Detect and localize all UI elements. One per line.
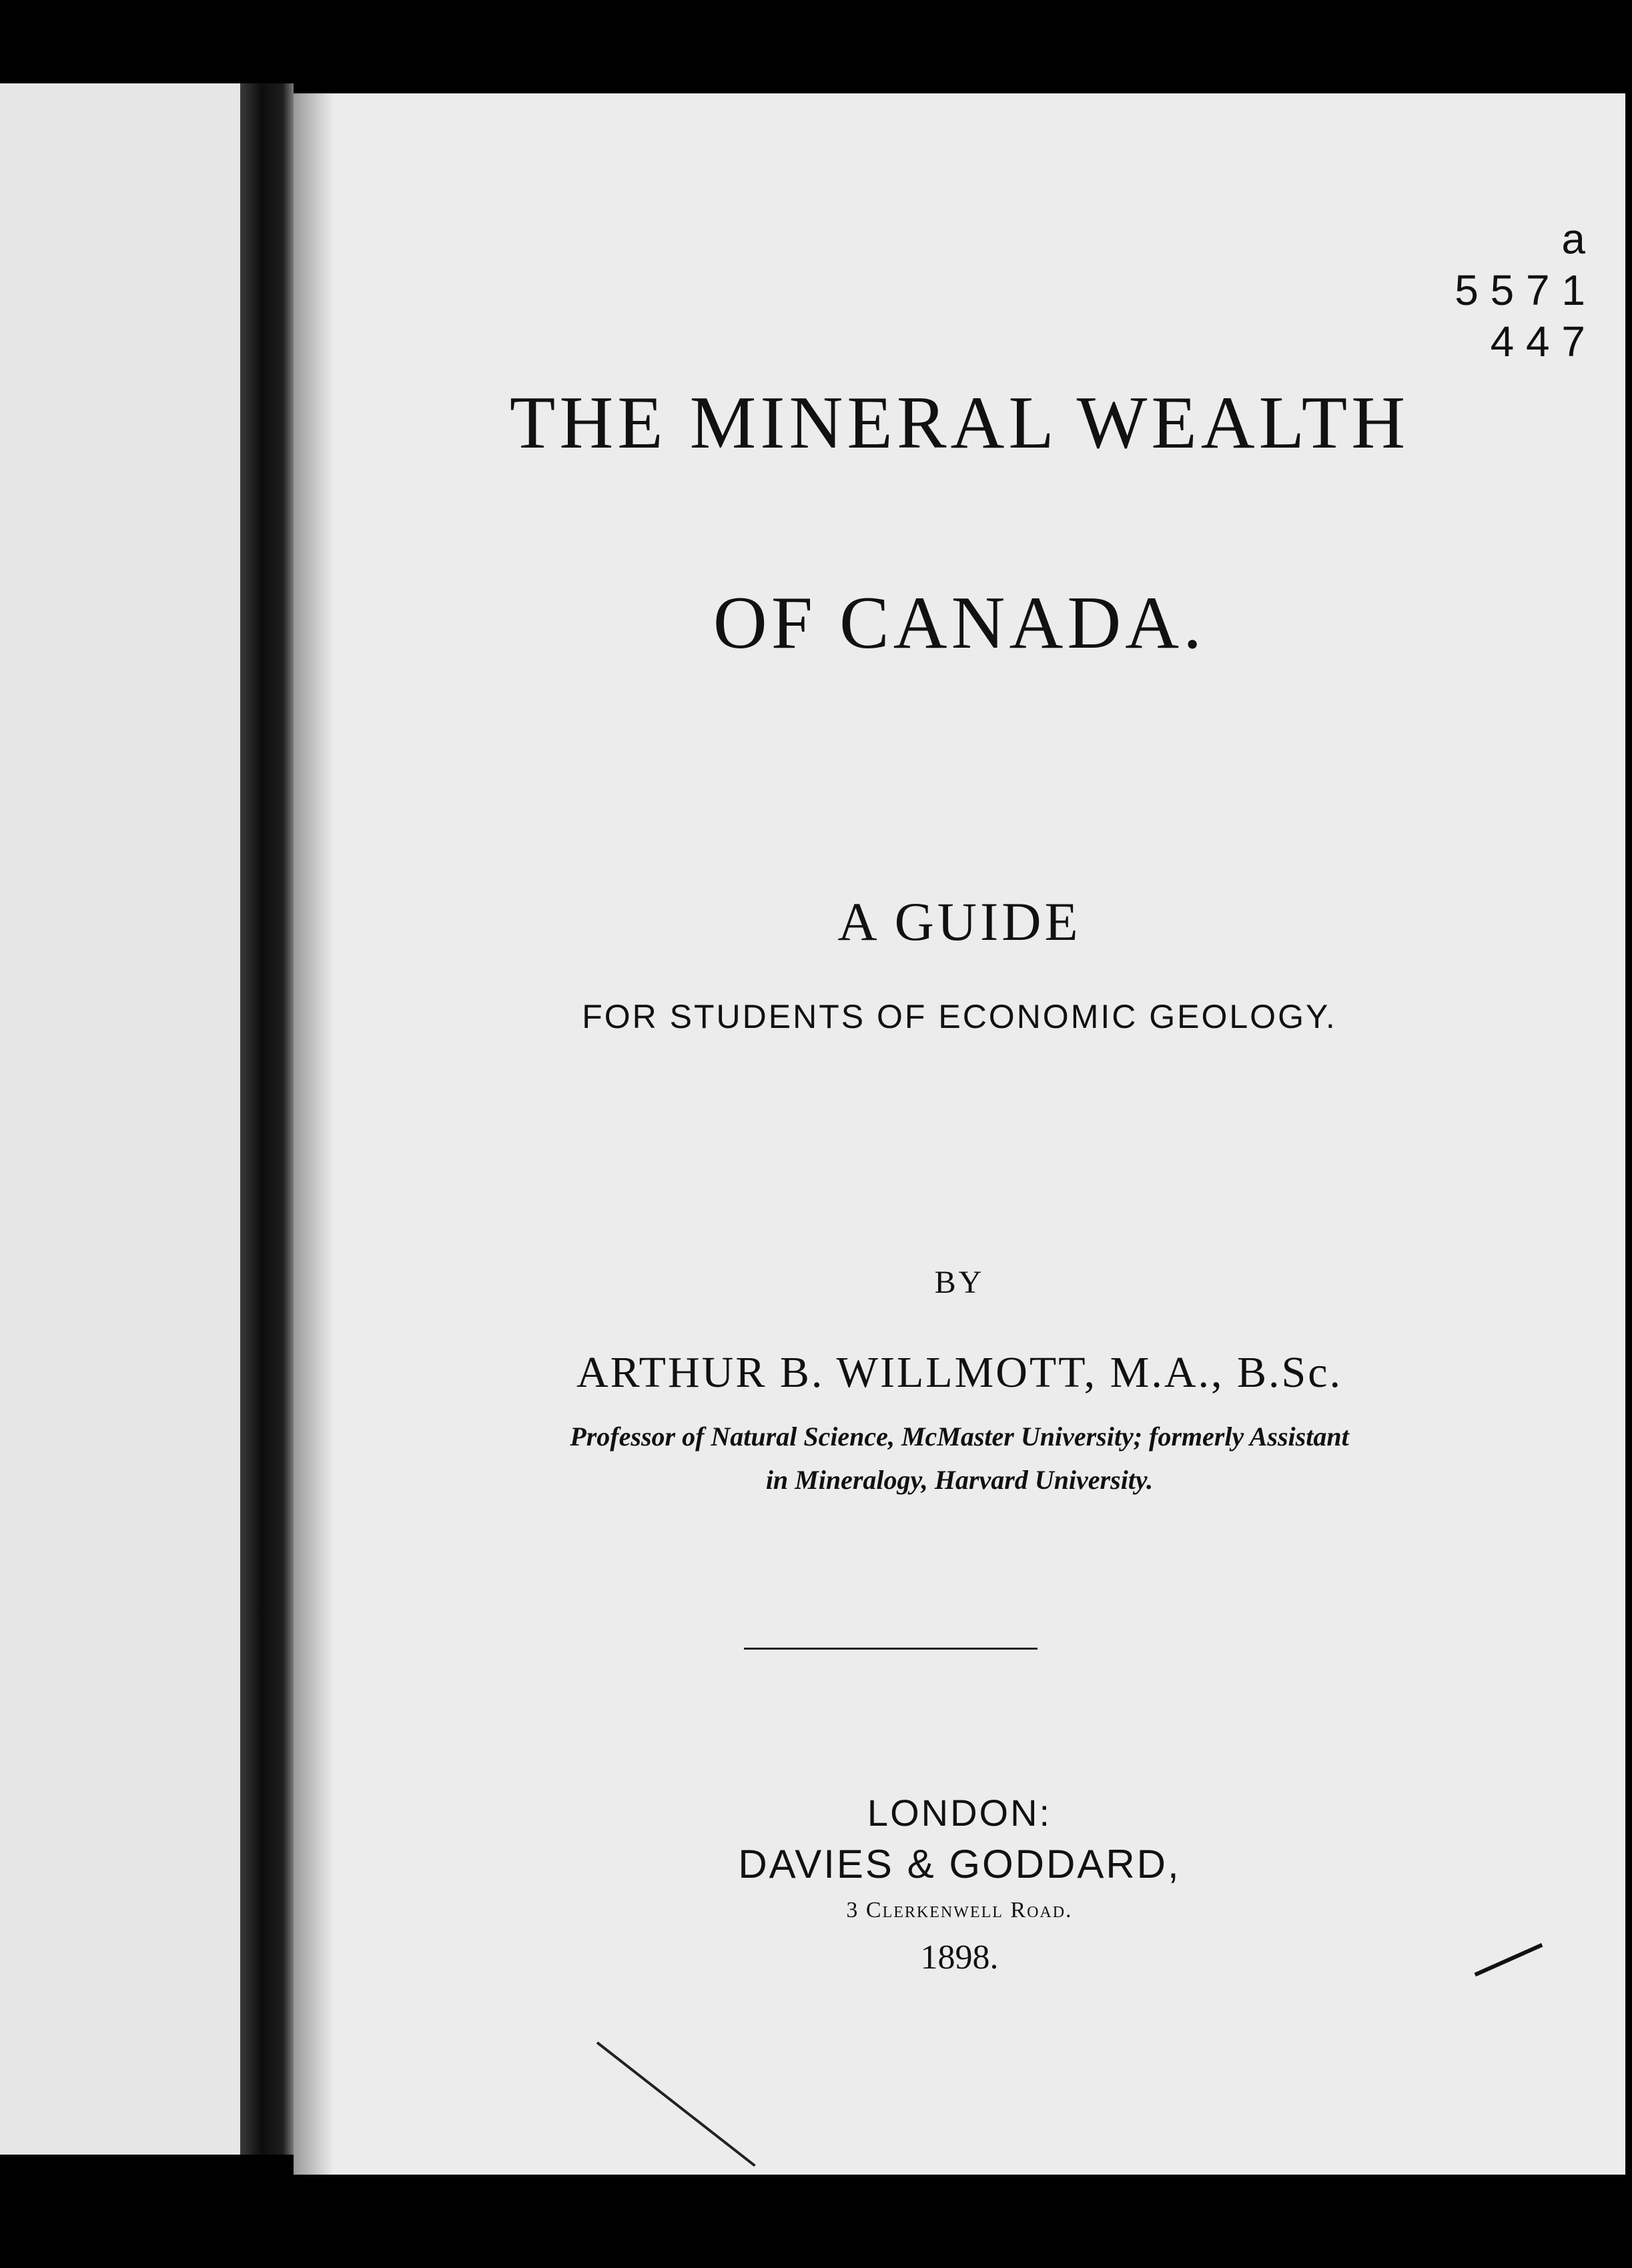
imprint-publisher: DAVIES & GODDARD, xyxy=(738,1842,1181,1886)
imprint-year: 1898. xyxy=(920,1938,999,1976)
by-line: BY xyxy=(934,1265,985,1300)
scratch-mark xyxy=(596,2041,756,2167)
author-affiliation-1: Professor of Natural Science, McMaster University; formerly Assistant xyxy=(570,1422,1349,1452)
title-line-1: THE MINERAL WEALTH xyxy=(509,382,1410,464)
subtitle: A GUIDE xyxy=(837,891,1082,952)
facing-page xyxy=(0,83,240,2155)
imprint-address: 3 Clerkenwell Road. xyxy=(846,1898,1073,1922)
book-spine xyxy=(240,83,294,2155)
subtitle-description: FOR STUDENTS OF ECONOMIC GEOLOGY. xyxy=(582,998,1337,1035)
handwritten-shelf-mark: a 5 5 7 1 4 4 7 xyxy=(1455,215,1585,366)
imprint-city: LONDON: xyxy=(867,1792,1052,1834)
title-page xyxy=(294,93,1625,2175)
divider-rule xyxy=(744,1648,1038,1650)
author-name: ARTHUR B. WILLMOTT, M.A., B.Sc. xyxy=(576,1348,1343,1397)
title-line-2: OF CANADA. xyxy=(713,582,1206,664)
author-affiliation-2: in Mineralogy, Harvard University. xyxy=(765,1465,1154,1495)
